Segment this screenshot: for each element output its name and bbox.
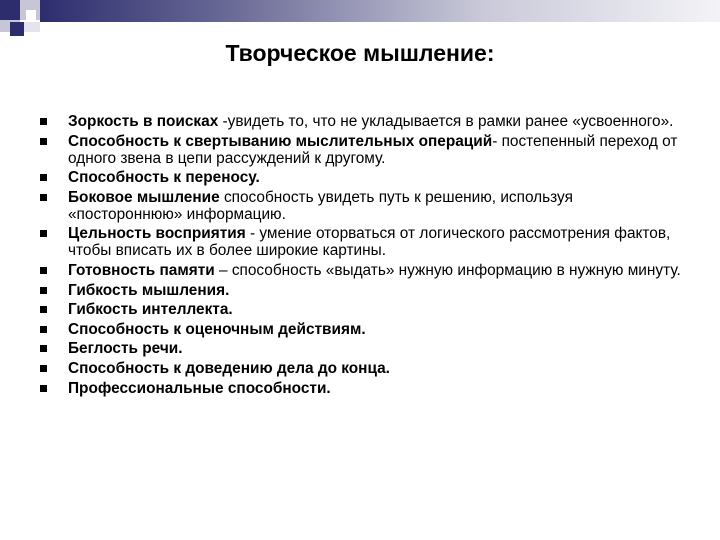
list-item	[40, 133, 690, 167]
item-term: Цельность восприятия	[68, 225, 250, 243]
corner-square-dark	[0, 0, 20, 20]
square-bullet-icon	[40, 194, 47, 201]
header-gradient-bar	[40, 0, 720, 22]
item-description: -увидеть то, что не укладывается в рамки ранее «усвоенного».	[222, 113, 674, 130]
item-term: Боковое мышление	[68, 188, 224, 206]
item-description: - умение оторваться от логического рассмотрения фактов, чтобы вписать их в более широкие картины.	[68, 225, 671, 260]
square-bullet-icon	[40, 138, 47, 145]
square-bullet-icon	[40, 174, 47, 181]
square-bullet-icon	[40, 365, 47, 372]
square-bullet-icon	[40, 345, 47, 352]
item-term: Способность к переносу.	[68, 169, 260, 187]
square-bullet-icon	[40, 306, 47, 313]
list-item	[40, 321, 690, 338]
corner-square-white	[26, 10, 36, 20]
item-term: Зоркость в поисках	[68, 113, 223, 130]
item-description: способность увидеть путь к решению, используя «постороннюю» информацию.	[68, 188, 573, 223]
list-item	[40, 113, 690, 130]
item-description: – способность «выдать» нужную информацию в нужную минуту.	[219, 261, 681, 279]
item-term: Беглость речи.	[68, 340, 183, 358]
list-item	[40, 380, 690, 397]
list-item	[40, 262, 690, 279]
square-bullet-icon	[40, 287, 47, 294]
item-term: Способность к свертыванию мыслительных операций	[68, 132, 493, 150]
item-term: Профессиональные способности.	[68, 379, 331, 397]
list-item	[40, 301, 690, 318]
square-bullet-icon	[40, 267, 47, 274]
list-item	[40, 282, 690, 299]
square-bullet-icon	[40, 230, 47, 237]
slide-title: Творческое мышление:	[225, 40, 495, 66]
list-item	[40, 169, 690, 186]
square-bullet-icon	[40, 118, 47, 125]
item-term: Готовность памяти	[68, 261, 219, 279]
item-description: - постепенный переход от одного звена в цепи рассуждений к другому.	[68, 132, 678, 167]
list-item	[40, 360, 690, 377]
square-bullet-icon	[40, 385, 47, 392]
corner-square-dark-2	[10, 22, 24, 36]
item-term: Гибкость мышления.	[68, 281, 230, 299]
list-item	[40, 340, 690, 357]
square-bullet-icon	[40, 326, 47, 333]
item-term: Способность к оценочным действиям.	[68, 320, 366, 338]
list-item	[40, 189, 690, 223]
bullet-list	[40, 113, 690, 399]
list-item	[40, 225, 690, 259]
item-term: Гибкость интеллекта.	[68, 301, 233, 319]
item-term: Способность к доведению дела до конца.	[68, 359, 390, 377]
